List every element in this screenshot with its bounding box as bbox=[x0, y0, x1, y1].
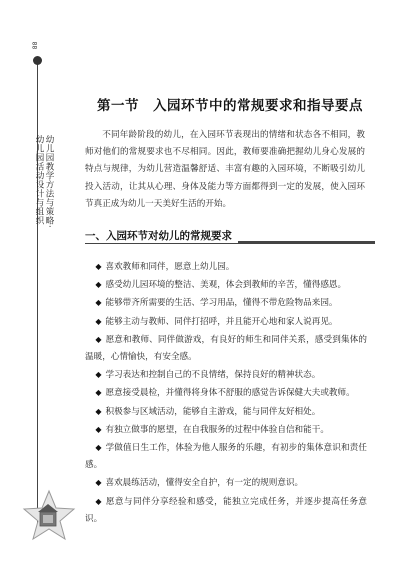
list-item: ◆ 愿意接受晨检，并懂得将身体不舒服的感觉告诉保健大夫或教师。 bbox=[95, 388, 355, 399]
diamond-bullet-icon: ◆ bbox=[95, 406, 102, 416]
diamond-bullet-icon: ◆ bbox=[95, 280, 102, 290]
intro-paragraph: 不同年龄阶段的幼儿，在入园环节表现出的情绪和状态各不相同，教师对他们的常规要求也不尽相同。因此，教师要准确把握幼儿身心发展的特点与规律，为幼儿营造温馨舒适、丰富有趣的入园环境，不断吸引幼儿投入活动，让其从心理、身体及能力等方面都得到一定的发展，使入园环节真正成为幼儿一天美好生活的开始。 bbox=[85, 130, 365, 209]
diamond-bullet-icon: ◆ bbox=[95, 316, 102, 326]
running-title-line: 幼儿园教学方法与策略· bbox=[44, 135, 54, 229]
diamond-bullet-icon: ◆ bbox=[95, 496, 102, 506]
requirements-list bbox=[85, 258, 367, 528]
subsection-heading bbox=[85, 228, 375, 244]
diamond-bullet-icon: ◆ bbox=[95, 370, 102, 380]
list-item: ◆ 愿意和教师、同伴做游戏，有良好的师生和同伴关系，感受到集体的温暖，心情愉快，有安全感。 bbox=[85, 334, 367, 363]
list-item: ◆ 喜欢晨练活动，懂得安全自护，有一定的规则意识。 bbox=[95, 478, 304, 489]
diamond-bullet-icon: ◆ bbox=[95, 388, 102, 398]
section-title: 第一节 入园环节中的常规要求和指导要点 bbox=[97, 98, 363, 114]
diamond-bullet-icon: ◆ bbox=[95, 334, 102, 344]
list-item: ◆ 感受幼儿园环境的整洁、美观，体会到教师的辛苦，懂得感恩。 bbox=[95, 280, 347, 291]
diamond-bullet-icon: ◆ bbox=[95, 424, 102, 434]
subsection-title: 一、入园环节对幼儿的常规要求 bbox=[85, 228, 238, 243]
star-emblem-icon bbox=[20, 488, 78, 546]
list-item: ◆ 能够带齐所需要的生活、学习用品，懂得不带危险物品来园。 bbox=[95, 298, 338, 309]
list-item: ◆ 有独立做事的愿望，在自我服务的过程中体验自信和能干。 bbox=[95, 424, 329, 435]
list-item: ◆ 学习表达和控制自己的不良情绪，保持良好的精神状态。 bbox=[95, 370, 321, 381]
running-title bbox=[34, 135, 54, 229]
diamond-bullet-icon: ◆ bbox=[95, 262, 102, 271]
running-title-line: 幼儿园活动设计与组织 bbox=[34, 135, 44, 225]
margin-rule bbox=[37, 60, 38, 530]
list-item: ◆ 愿意与同伴分享经验和感受，能独立完成任务，并逐步提高任务意识。 bbox=[85, 496, 367, 524]
list-item: ◆ 能够主动与教师、同伴打招呼，并且能开心地和家人说再见。 bbox=[95, 316, 338, 327]
list-item: ◆ 积极参与区域活动，能够自主游戏，能与同伴友好相处。 bbox=[95, 406, 321, 417]
page-number: 88 bbox=[30, 41, 38, 50]
diamond-bullet-icon: ◆ bbox=[95, 443, 102, 453]
list-item: ◆ 喜欢教师和同伴，愿意上幼儿园。 bbox=[95, 262, 235, 272]
margin-dot bbox=[33, 56, 42, 65]
diamond-bullet-icon: ◆ bbox=[95, 298, 102, 308]
list-item: ◆ 学做值日生工作，体验为他人服务的乐趣，有初步的集体意识和责任感。 bbox=[85, 443, 367, 471]
diamond-bullet-icon: ◆ bbox=[95, 478, 102, 488]
